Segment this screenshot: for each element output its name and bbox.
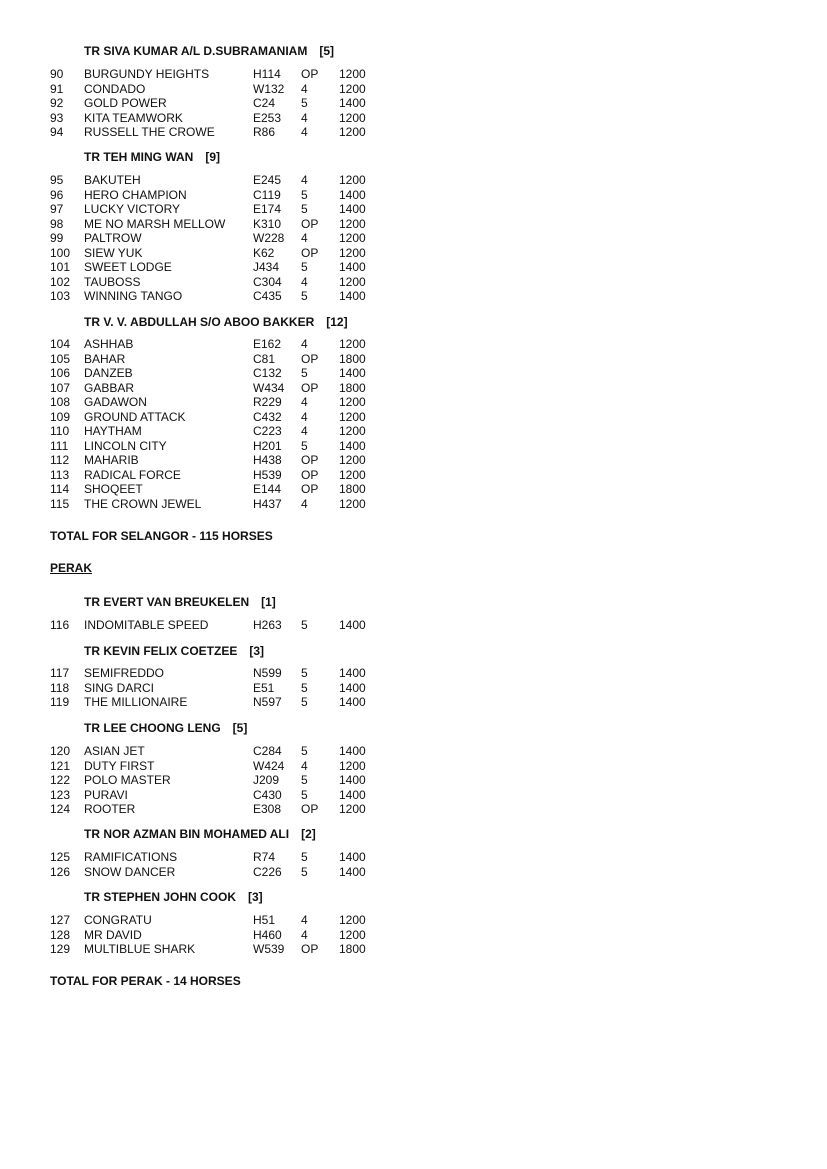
horse-number: 103 [50,289,71,303]
trainer-horse-count: [2] [301,827,316,841]
horse-distance: 1400 [339,680,366,695]
horse-rating: OP [301,453,319,467]
trainer-heading [84,721,247,735]
horse-number: 109 [50,409,71,424]
horse-code: N599 [253,666,282,680]
horse-distance: 1200 [339,395,366,409]
horse-rating: 5 [301,787,308,802]
horse-name: MAHARIB [84,453,139,467]
horse-rating: 4 [301,125,308,139]
horse-code: J434 [253,260,280,274]
horse-distance: 1200 [339,231,366,245]
horse-code: K310 [253,216,282,231]
horse-name: ROOTER [84,802,136,816]
horse-code: E253 [253,110,282,125]
horse-rating: 5 [301,666,308,680]
horse-code: H51 [253,913,276,927]
horse-code: C435 [253,289,282,303]
horse-distance: 1800 [339,351,366,366]
trainer-horse-count: [5] [232,721,248,735]
horse-rating: 5 [301,96,308,110]
horse-number: 105 [50,351,71,366]
horse-name: HERO CHAMPION [84,187,187,202]
horse-number: 106 [50,366,71,380]
horse-number: 93 [50,110,64,125]
horse-code: R74 [253,850,276,864]
horse-code: C24 [253,96,276,110]
horse-code: E245 [253,173,282,187]
horse-code: J209 [253,773,280,787]
horse-number: 126 [50,864,71,879]
horse-name: CONGRATU [84,913,152,927]
horse-rating: OP [301,467,319,482]
horse-rating: 4 [301,231,308,245]
horse-number: 101 [50,260,71,274]
horse-code: E51 [253,680,275,695]
horse-distance: 1200 [339,274,366,289]
horse-distance: 1200 [339,409,366,424]
horse-name: HAYTHAM [84,424,142,438]
trainer-horse-count: [5] [319,44,334,58]
trainer-horse-count: [3] [249,644,265,658]
horse-rating: 5 [301,187,308,202]
horse-rating: 5 [301,773,308,787]
horse-number: 128 [50,927,71,942]
horse-number: 113 [50,467,70,482]
horse-distance: 1200 [339,67,366,81]
horse-name: RUSSELL THE CROWE [84,125,215,139]
horse-rating: OP [301,942,319,956]
horse-distance: 1400 [339,260,366,274]
horse-number: 119 [50,695,70,709]
horse-distance: 1200 [339,802,366,816]
horse-number: 100 [50,245,71,260]
horse-code: E162 [253,337,282,351]
horse-code: W228 [253,231,285,245]
horse-name: LINCOLN CITY [84,438,167,453]
horse-code: C223 [253,424,282,438]
horse-distance: 1400 [339,744,366,758]
horse-rating: 4 [301,395,308,409]
horse-number: 122 [50,773,71,787]
perak-total: TOTAL FOR PERAK - 14 HORSES [50,974,241,988]
horse-distance: 1400 [339,773,366,787]
horse-code: C132 [253,366,282,380]
horse-distance: 1200 [339,125,366,139]
horse-distance: 1200 [339,216,366,231]
horse-name: POLO MASTER [84,773,171,787]
horse-code: C119 [253,187,281,202]
horse-rating: 4 [301,337,308,351]
horse-rating: 5 [301,850,308,864]
trainer-heading [84,827,316,841]
horse-rating: 4 [301,913,308,927]
horse-rating: 4 [301,81,308,96]
horse-number: 121 [50,758,71,773]
horse-name: RADICAL FORCE [84,467,181,482]
horse-name: SWEET LODGE [84,260,172,274]
horse-name: SING DARCI [84,680,155,695]
horse-name: MULTIBLUE SHARK [84,942,196,956]
horse-distance: 1200 [339,245,366,260]
horse-number: 120 [50,744,71,758]
horse-rating: 5 [301,695,308,709]
horse-rating: 4 [301,758,308,773]
horse-name: SNOW DANCER [84,864,176,879]
trainer-name: TR EVERT VAN BREUKELEN [84,595,250,609]
horse-distance: 1400 [339,202,366,216]
horse-rating: 5 [301,744,308,758]
horse-rating: OP [301,216,319,231]
horse-number: 124 [50,802,71,816]
trainer-heading [84,644,264,658]
horse-number: 125 [50,850,71,864]
horse-rating: 4 [301,110,308,125]
horse-number: 94 [50,125,64,139]
horse-name: LUCKY VICTORY [84,202,181,216]
horse-rating: 5 [301,260,308,274]
trainer-heading [84,890,263,904]
horse-number: 112 [50,453,70,467]
horse-distance: 1800 [339,380,366,395]
horse-rating: 5 [301,864,308,879]
horse-distance: 1400 [339,366,366,380]
horse-distance: 1400 [339,864,366,879]
horse-rating: OP [301,380,319,395]
horse-name: WINNING TANGO [84,289,183,303]
horse-code: C226 [253,864,282,879]
trainer-horse-count: [3] [248,890,263,904]
trainer-name: TR TEH MING WAN [84,150,194,164]
horse-distance: 1400 [339,289,366,303]
horse-code: H263 [253,618,282,632]
trainer-heading [84,315,348,329]
horse-number: 127 [50,913,71,927]
horse-number: 114 [50,482,70,496]
horse-name: GADAWON [84,395,147,409]
horse-name: SEMIFREDDO [84,666,165,680]
horse-number: 91 [50,81,64,96]
horse-name: DANZEB [84,366,133,380]
horse-distance: 1200 [339,913,366,927]
horse-name: GROUND ATTACK [84,409,186,424]
selangor-total: TOTAL FOR SELANGOR - 115 HORSES [50,529,273,543]
trainer-horse-count: [9] [205,150,220,164]
horse-distance: 1200 [339,758,366,773]
horse-distance: 1800 [339,942,366,956]
horse-distance: 1400 [339,438,366,453]
horse-code: C430 [253,787,282,802]
horse-code: C81 [253,351,276,366]
horse-distance: 1200 [339,173,366,187]
horse-name: SHOQEET [84,482,143,496]
horse-distance: 1200 [339,81,366,96]
horse-code: H438 [253,453,282,467]
horse-name: GABBAR [84,380,135,395]
horse-name: INDOMITABLE SPEED [84,618,209,632]
horse-rating: 5 [301,366,308,380]
trainer-name: TR STEPHEN JOHN COOK [84,890,237,904]
horse-name: ASIAN JET [84,744,145,758]
trainer-name: TR NOR AZMAN BIN MOHAMED ALI [84,827,290,841]
horse-rating: 4 [301,274,308,289]
horse-rating: OP [301,245,319,260]
horse-rating: 5 [301,202,308,216]
horse-distance: 1400 [339,187,366,202]
horse-code: N597 [253,695,282,709]
horse-code: H114 [253,67,281,81]
horse-number: 96 [50,187,64,202]
horse-number: 110 [50,424,70,438]
horse-number: 129 [50,942,71,956]
horse-number: 116 [50,618,70,632]
horse-distance: 1200 [339,424,366,438]
horse-distance: 1400 [339,787,366,802]
horse-number: 123 [50,787,71,802]
horse-name: TAUBOSS [84,274,141,289]
horse-number: 115 [50,496,70,511]
trainer-horse-count: [12] [326,315,348,329]
horse-name: BURGUNDY HEIGHTS [84,67,210,81]
horse-code: R86 [253,125,276,139]
horse-distance: 1200 [339,496,366,511]
horse-name: GOLD POWER [84,96,167,110]
horse-distance: 1200 [339,110,366,125]
horse-distance: 1400 [339,618,366,632]
horse-rating: 4 [301,424,308,438]
horse-code: E144 [253,482,282,496]
horse-code: C304 [253,274,282,289]
horse-code: E308 [253,802,282,816]
horse-distance: 1200 [339,467,366,482]
horse-distance: 1400 [339,850,366,864]
horse-name: SIEW YUK [84,245,143,260]
horse-rating: OP [301,482,319,496]
horse-distance: 1200 [339,337,366,351]
horse-rating: OP [301,67,319,81]
horse-name: CONDADO [84,81,146,96]
horse-rating: 5 [301,438,308,453]
horse-rating: 4 [301,927,308,942]
trainer-heading [84,150,220,164]
horse-number: 107 [50,380,71,395]
horse-code: H539 [253,467,282,482]
horse-name: ASHHAB [84,337,134,351]
horse-rating: 5 [301,680,308,695]
trainer-heading [84,44,334,58]
trainer-name: TR V. V. ABDULLAH S/O ABOO BAKKER [84,315,315,329]
horse-code: W132 [253,81,285,96]
horse-number: 117 [50,666,70,680]
horse-code: C284 [253,744,282,758]
horse-rating: 5 [301,618,308,632]
horse-name: THE CROWN JEWEL [84,496,202,511]
horse-code: E174 [253,202,282,216]
horse-number: 108 [50,395,71,409]
horse-distance: 1400 [339,96,366,110]
horse-name: ME NO MARSH MELLOW [84,216,226,231]
horse-rating: 4 [301,496,308,511]
horse-number: 102 [50,274,71,289]
horse-number: 104 [50,337,71,351]
trainer-name: TR LEE CHOONG LENG [84,721,221,735]
horse-name: KITA TEAMWORK [84,110,183,125]
horse-number: 111 [50,438,69,453]
horse-name: BAKUTEH [84,173,141,187]
horse-rating: OP [301,351,319,366]
trainer-horse-count: [1] [261,595,276,609]
horse-name: RAMIFICATIONS [84,850,178,864]
horse-code: C432 [253,409,282,424]
horse-code: H201 [253,438,282,453]
horse-code: W539 [253,942,285,956]
horse-code: R229 [253,395,282,409]
horse-rating: 4 [301,173,308,187]
horse-rating: OP [301,802,319,816]
horse-number: 95 [50,173,64,187]
horse-rating: 4 [301,409,308,424]
horse-code: W434 [253,380,285,395]
horse-number: 90 [50,67,64,81]
horse-name: MR DAVID [84,927,142,942]
horse-number: 118 [50,680,70,695]
horse-code: W424 [253,758,285,773]
horse-code: H460 [253,927,282,942]
horse-code: K62 [253,245,275,260]
horse-distance: 1800 [339,482,366,496]
horse-number: 99 [50,231,64,245]
trainer-name: TR SIVA KUMAR A/L D.SUBRAMANIAM [84,44,308,58]
trainer-heading [84,595,276,609]
horse-number: 97 [50,202,64,216]
trainer-name: TR KEVIN FELIX COETZEE [84,644,238,658]
perak-heading: PERAK [50,561,93,575]
horse-name: DUTY FIRST [84,758,155,773]
horse-name: PURAVI [84,787,128,802]
horse-number: 98 [50,216,64,231]
horse-rating: 5 [301,289,308,303]
horse-name: BAHAR [84,351,126,366]
horse-name: PALTROW [84,231,142,245]
horse-distance: 1200 [339,453,366,467]
horse-name: THE MILLIONAIRE [84,695,188,709]
horse-distance: 1400 [339,695,366,709]
horse-number: 92 [50,96,64,110]
horse-distance: 1400 [339,666,366,680]
horse-code: H437 [253,496,282,511]
horse-distance: 1200 [339,927,366,942]
